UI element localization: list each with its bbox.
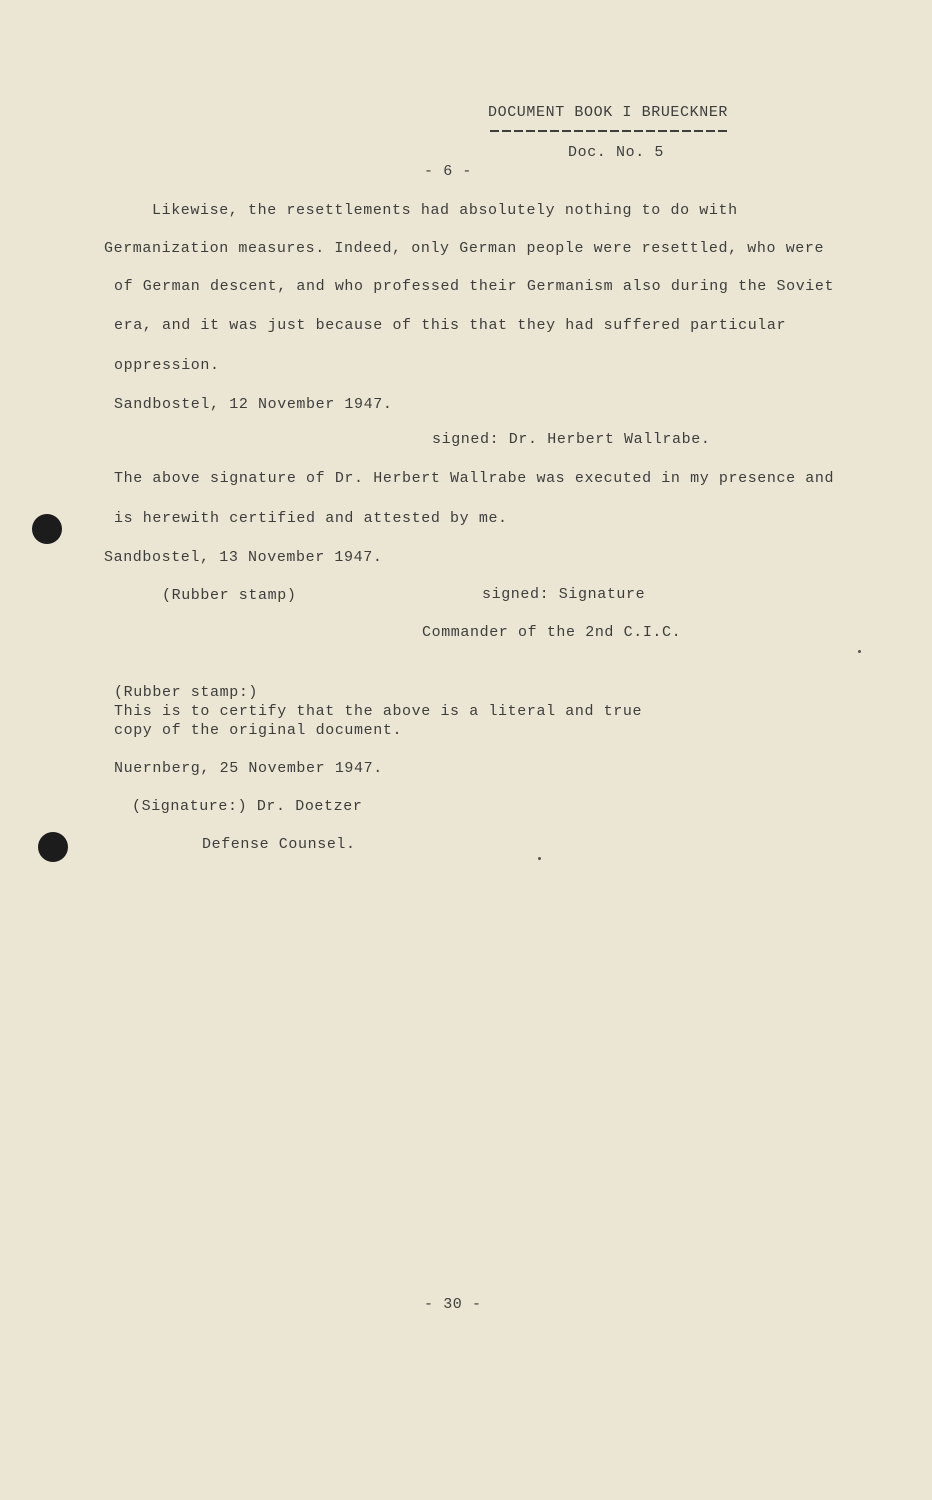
signed-1: signed: Dr. Herbert Wallrabe. (432, 431, 711, 448)
document-book-heading: DOCUMENT BOOK I BRUECKNER (488, 104, 729, 121)
footer-page-number: - 30 - (424, 1296, 482, 1313)
ink-speck (858, 650, 861, 653)
ink-speck (538, 857, 541, 860)
stamp-block-line-2: This is to certify that the above is a literal and true (114, 703, 643, 720)
certification-line-2: is herewith certified and attested by me. (114, 510, 508, 527)
punch-hole-bottom (38, 832, 68, 862)
defense-counsel: Defense Counsel. (202, 836, 356, 853)
doc-number: Doc. No. 5 (568, 144, 665, 161)
certification-line-1: The above signature of Dr. Herbert Wallrabe was executed in my presence and (114, 470, 835, 487)
commander-line: Commander of the 2nd C.I.C. (422, 624, 682, 641)
body-line-5: oppression. (114, 357, 220, 374)
stamp-block-line-1: (Rubber stamp:) (114, 684, 259, 701)
body-line-2: Germanization measures. Indeed, only German people were resettled, who were (104, 240, 825, 257)
punch-hole-top (32, 514, 62, 544)
signature-line: (Signature:) Dr. Doetzer (132, 798, 363, 815)
page-marker: - 6 - (424, 163, 473, 180)
rubber-stamp-1: (Rubber stamp) (162, 587, 297, 604)
body-line-1: Likewise, the resettlements had absolutely nothing to do with (152, 202, 738, 219)
body-line-4: era, and it was just because of this that they had suffered particular (114, 317, 787, 334)
signed-2: signed: Signature (482, 586, 646, 603)
body-line-3: of German descent, and who professed their Germanism also during the Soviet (114, 278, 835, 295)
stamp-block-line-3: copy of the original document. (114, 722, 403, 739)
place-date-3: Nuernberg, 25 November 1947. (114, 760, 383, 777)
heading-underline (490, 130, 730, 132)
place-date-1: Sandbostel, 12 November 1947. (114, 396, 393, 413)
place-date-2: Sandbostel, 13 November 1947. (104, 549, 383, 566)
